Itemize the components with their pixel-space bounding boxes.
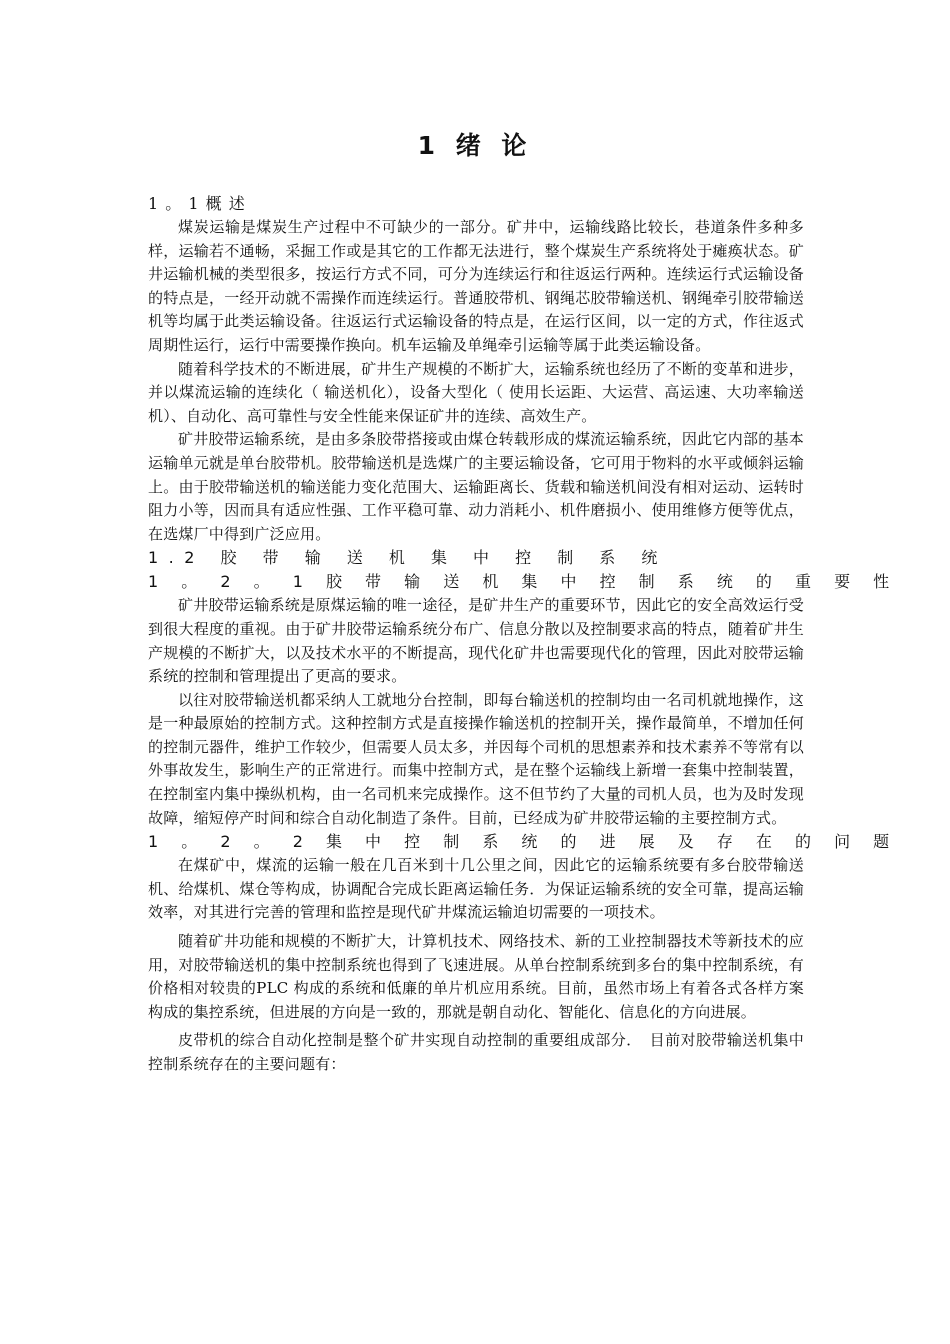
document-body: [148, 192, 899, 1077]
paragraph: 随着矿井功能和规模的不断扩大，计算机技术、网络技术、新的工业控制器技术等新技术的应用，对胶带输送机的集中控制系统也得到了飞速进展。从单台控制系统到多台的集中控制系统，有价格相对较贵的PLC 构成的系统和低廉的单片机应用系统。目前，虽然市场上有着各式各样方案构成的集控系统，但进展的方向是一致的，那就是朝自动化、智能化、信息化的方向进展。: [148, 932, 804, 1021]
paragraph: 矿井胶带运输系统，是由多条胶带搭接或由煤仓转载形成的煤流运输系统，因此它内部的基本运输单元就是单台胶带机。胶带输送机是选煤广的主要运输设备，它可用于物料的水平或倾斜运输上。由于胶带输送机的输送能力变化范围大、运输距离长、货载和输送机间没有相对运动、运转时阻力小等，因而具有适应性强、工作平稳可靠、动力消耗小、机件磨损小、使用维修方便等优点，在选煤厂中得到广泛应用。: [148, 430, 804, 543]
paragraph: 矿井胶带运输系统是原煤运输的唯一途径，是矿井生产的重要环节，因此它的安全高效运行受到很大程度的重视。由于矿井胶带运输系统分布广、信息分散以及控制要求高的特点，随着矿井生产规模的不断扩大，以及技术水平的不断提高，现代化矿井也需要现代化的管理，因此对胶带运输系统的控制和管理提出了更高的要求。: [148, 596, 804, 686]
paragraph: 煤炭运输是煤炭生产过程中不可缺少的一部分。矿井中，运输线路比较长，巷道条件多种多样，运输若不通畅，采掘工作或是其它的工作都无法进行，整个煤炭生产系统将处于瘫痪状态。矿井运输机械的类型很多，按运行方式不同，可分为连续运行和往返运行两种。连续运行式运输设备的特点是，一经开动就不需操作而连续运行。普通胶带机、钢绳芯胶带输送机、钢绳牵引胶带输送机等均属于此类运输设备。往返运行式运输设备的特点是，在运行区间，以一定的方式，作往返式周期性运行，运行中需要操作换向。机车运输及单绳牵引运输等属于此类运输设备。: [148, 218, 804, 354]
section-heading-1-2-2: 1 。 2 。 2 集 中 控 制 系 统 的 进 展 及 存 在 的 问 题: [148, 832, 899, 852]
paragraph: 以往对胶带输送机都采纳人工就地分台控制，即每台输送机的控制均由一名司机就地操作，这是一种最原始的控制方式。这种控制方式是直接操作输送机的控制开关，操作最简单，不增加任何的控制元器件，维护工作较少，但需要人员太多，并因每个司机的思想素养和技术素养不等常有以外事故发生，影响生产的正常进行。而集中控制方式，是在整个运输线上新增一套集中控制装置，在控制室内集中操纵机构，由一名司机来完成操作。这不但节约了大量的司机人员，也为及时发现故障，缩短停产时间和综合自动化制造了条件。目前，已经成为矿井胶带运输的主要控制方式。: [148, 690, 804, 827]
chapter-title: 1 绪 论: [417, 131, 533, 160]
paragraph: 在煤矿中，煤流的运输一般在几百米到十几公里之间，因此它的运输系统要有多台胶带输送机、给煤机、煤仓等构成，协调配合完成长距离运输任务．为保证运输系统的安全可靠，提高运输效率，对其进行完善的管理和监控是现代矿井煤流运输迫切需要的一项技术。: [148, 856, 804, 922]
paragraph: 皮带机的综合自动化控制是整个矿井实现自动控制的重要组成部分． 目前对胶带输送机集中控制系统存在的主要问题有：: [148, 1031, 804, 1073]
section-heading-1-1: 1 。 1 概 述: [148, 194, 246, 213]
section-heading-1-2-1: 1 。 2 。 1 胶 带 输 送 机 集 中 控 制 系 统 的 重 要 性: [148, 572, 899, 592]
paragraph: 随着科学技术的不断进展，矿井生产规模的不断扩大，运输系统也经历了不断的变革和进步，并以煤流运输的连续化（ 输送机化），设备大型化（ 使用长运距、大运营、高运速、大功率输送机）、自动化、高可靠性与安全性能来保证矿井的连续、高效生产。: [148, 359, 804, 425]
section-heading-1-2: 1.2 胶 带 输 送 机 集 中 控 制 系 统: [148, 548, 668, 568]
